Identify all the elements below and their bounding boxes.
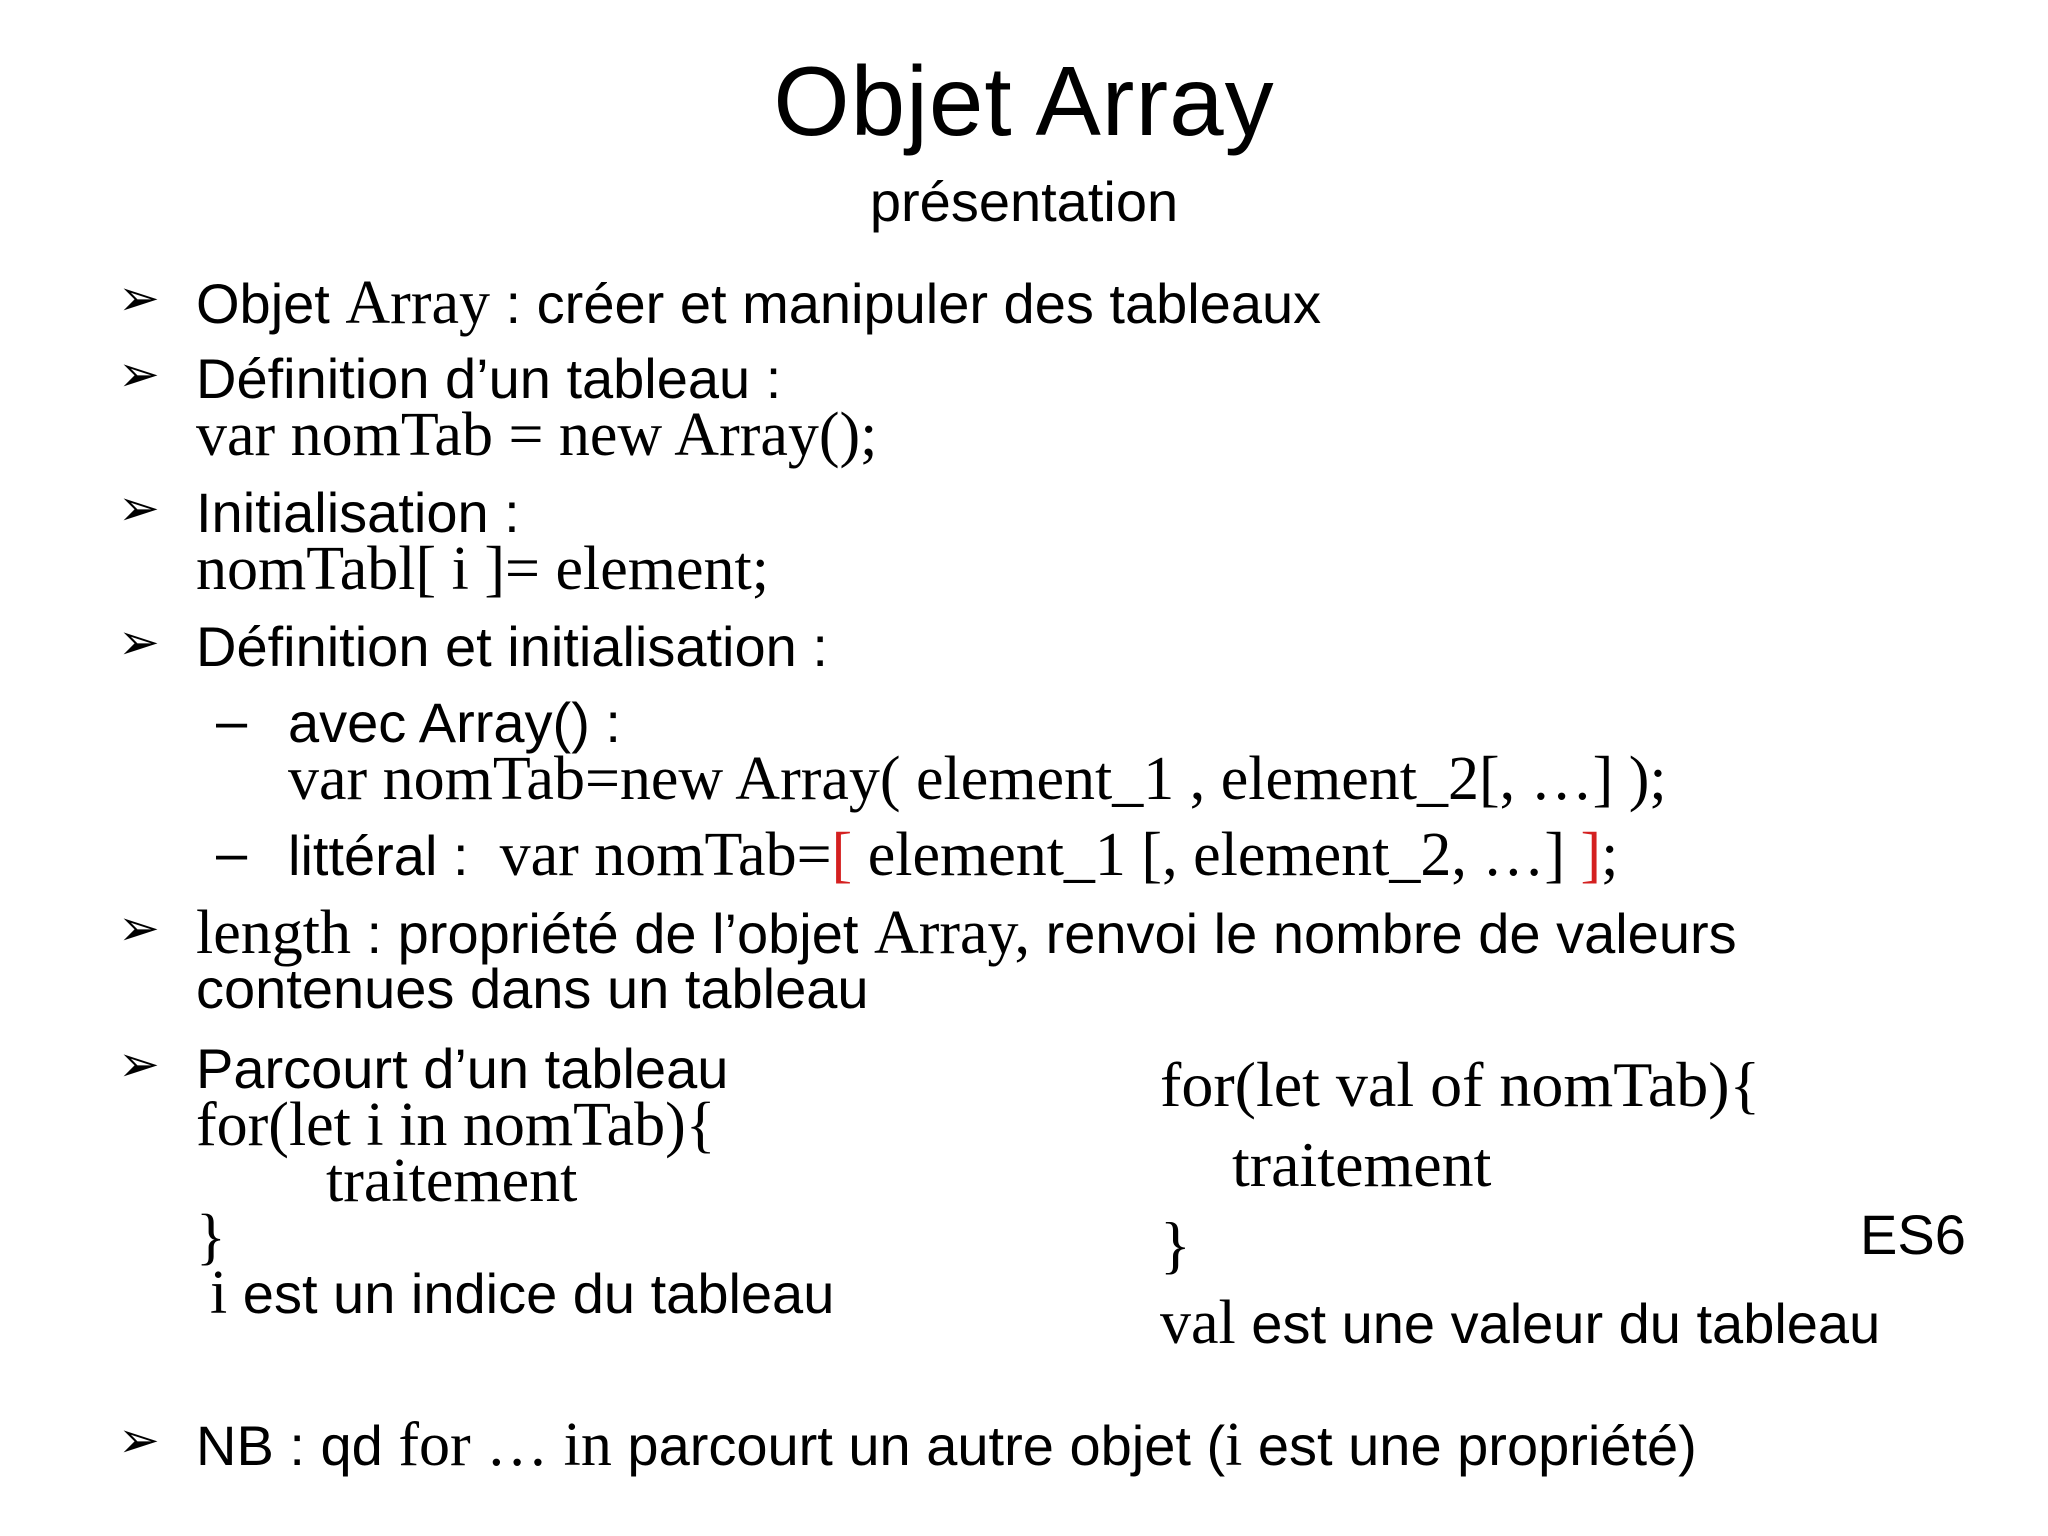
- note-text: est un indice du tableau: [227, 1262, 835, 1325]
- bullet-text: : créer et manipuler des tableaux: [490, 272, 1322, 335]
- bullet-parcourt-label: Parcourt d’un tableau: [196, 1037, 729, 1100]
- sub-array-label: avec Array() :: [288, 691, 621, 754]
- es6-label: ES6: [1860, 1203, 1966, 1266]
- for-in-code-line1: for(let i in nomTab){: [196, 1091, 716, 1159]
- sub-literal: [288, 821, 1619, 889]
- bullet-initialisation-label: Initialisation :: [196, 481, 520, 544]
- arrow-bullet-icon: ➢: [118, 1036, 160, 1092]
- arrow-bullet-icon: ➢: [118, 346, 160, 402]
- code-word: for … in: [398, 1411, 612, 1479]
- note-text: est une valeur du tableau: [1235, 1292, 1881, 1355]
- arrow-bullet-icon: ➢: [118, 1412, 160, 1468]
- dash-bullet-icon: –: [216, 821, 248, 884]
- arrow-bullet-icon: ➢: [118, 270, 160, 326]
- literal-close-bracket: ]: [1580, 821, 1602, 889]
- for-in-code-line3: }: [196, 1203, 226, 1271]
- for-of-code-line3: }: [1160, 1209, 1191, 1280]
- bullet-text: renvoi le nombre de valeurs: [1030, 902, 1737, 965]
- dash-bullet-icon: –: [216, 689, 248, 752]
- literal-code: ;: [1601, 821, 1619, 889]
- bullet-array-intro: [196, 269, 1322, 337]
- code-word: length: [196, 899, 351, 967]
- for-of-note: [1160, 1289, 1881, 1357]
- initialisation-code: nomTabl[ i ]= element;: [196, 535, 769, 603]
- code-word: i: [1225, 1411, 1243, 1479]
- sub-literal-label: littéral :: [288, 824, 469, 887]
- bullet-def-init-label: Définition et initialisation :: [196, 615, 828, 678]
- literal-code: var nomTab=: [499, 821, 832, 889]
- code-word: i: [210, 1259, 228, 1327]
- for-in-code-line2: traitement: [326, 1147, 578, 1215]
- definition-code: var nomTab = new Array();: [196, 401, 878, 469]
- slide-subtitle: présentation: [869, 170, 1179, 233]
- bullet-nb: [196, 1411, 1697, 1479]
- bullet-text: est une propriété): [1242, 1414, 1697, 1477]
- for-in-note: [210, 1259, 835, 1327]
- literal-code: element_1 [, element_2, …]: [852, 821, 1581, 889]
- bullet-text: : propriété de l’objet: [350, 902, 874, 965]
- slide-title: Objet Array: [773, 46, 1275, 156]
- code-word: Array,: [873, 899, 1031, 967]
- bullet-definition-label: Définition d’un tableau :: [196, 347, 782, 410]
- bullet-text: NB : qd: [196, 1414, 399, 1477]
- bullet-length-line2: contenues dans un tableau: [196, 957, 869, 1020]
- arrow-bullet-icon: ➢: [118, 614, 160, 670]
- bullet-length: [196, 899, 1737, 967]
- bullet-text: parcourt un autre objet (: [611, 1414, 1226, 1477]
- for-of-code-line1: for(let val of nomTab){: [1160, 1049, 1761, 1120]
- for-of-code-line2: traitement: [1232, 1129, 1492, 1200]
- bullet-text: Objet: [196, 272, 346, 335]
- arrow-bullet-icon: ➢: [118, 900, 160, 956]
- code-word: val: [1160, 1289, 1236, 1357]
- arrow-bullet-icon: ➢: [118, 480, 160, 536]
- literal-open-bracket: [: [831, 821, 853, 889]
- sub-array-code: var nomTab=new Array( element_1 , element_2[, …] );: [288, 745, 1667, 813]
- code-word: Array: [345, 269, 490, 337]
